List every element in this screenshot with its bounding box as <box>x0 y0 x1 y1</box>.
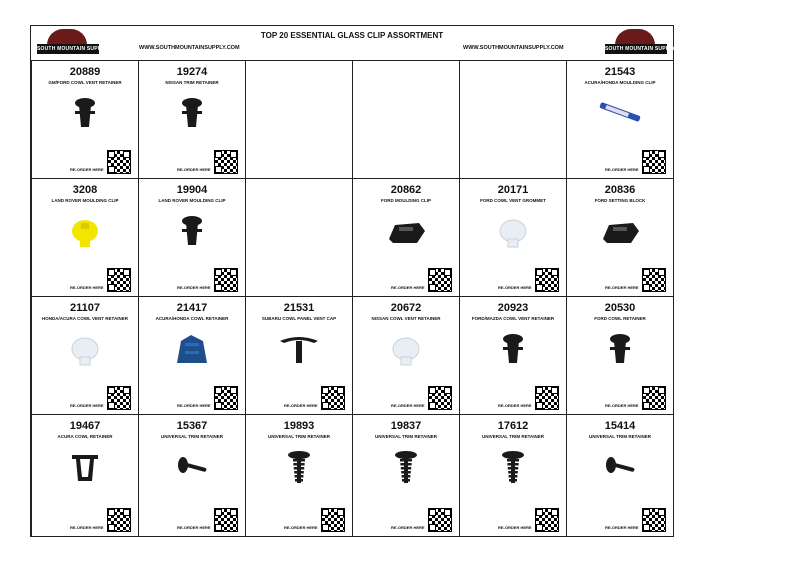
reorder-qr-code-icon[interactable] <box>428 508 452 532</box>
part-number: 21107 <box>70 302 100 314</box>
reorder-qr-code-icon[interactable] <box>642 268 666 292</box>
reorder-label: RE-ORDER HERE <box>70 403 104 408</box>
reorder-qr-code-icon[interactable] <box>642 386 666 410</box>
reorder-qr-code-icon[interactable] <box>214 386 238 410</box>
part-description: ACURA/HONDA COWL RETAINER <box>155 316 229 321</box>
reorder-qr-code-icon[interactable] <box>321 508 345 532</box>
reorder-label: RE-ORDER HERE <box>177 403 211 408</box>
clip-grid <box>31 60 673 536</box>
reorder-label: RE-ORDER HERE <box>498 285 532 290</box>
reorder-label: RE-ORDER HERE <box>391 285 425 290</box>
black-setting-block-icon <box>595 209 645 253</box>
part-description: GM/FORD COWL VENT RETAINER <box>48 80 122 85</box>
part-description: LAND ROVER MOULDING CLIP <box>51 198 119 203</box>
product-cell <box>138 296 246 415</box>
product-cell <box>245 414 353 537</box>
assortment-sheet <box>30 25 674 537</box>
reorder-qr-code-icon[interactable] <box>107 268 131 292</box>
black-moulding-clip-icon <box>381 209 431 253</box>
reorder-qr-code-icon[interactable] <box>214 508 238 532</box>
part-number: 20171 <box>497 184 529 196</box>
product-cell <box>138 414 246 537</box>
part-description: FORD SETTING BLOCK <box>594 198 646 203</box>
part-number: 3208 <box>72 184 98 196</box>
part-description: UNIVERSAL TRIM RETAINER <box>481 434 545 439</box>
reorder-label: RE-ORDER HERE <box>70 525 104 530</box>
part-number: 21417 <box>176 302 208 314</box>
reorder-label: RE-ORDER HERE <box>605 285 639 290</box>
part-number: 21543 <box>604 66 636 78</box>
reorder-label: RE-ORDER HERE <box>284 403 318 408</box>
reorder-label: RE-ORDER HERE <box>177 525 211 530</box>
part-number: 19274 <box>176 66 208 78</box>
product-cell <box>459 414 567 537</box>
brand-logo-right <box>605 28 676 58</box>
product-cell <box>138 178 246 297</box>
reorder-label: RE-ORDER HERE <box>177 285 211 290</box>
reorder-label: RE-ORDER HERE <box>177 167 211 172</box>
reorder-qr-code-icon[interactable] <box>107 386 131 410</box>
black-tree-retainer-icon <box>167 91 217 135</box>
part-number: 15367 <box>176 420 208 432</box>
white-vent-retainer-icon <box>60 327 110 371</box>
reorder-label: RE-ORDER HERE <box>605 525 639 530</box>
reorder-qr-code-icon[interactable] <box>107 150 131 174</box>
reorder-label: RE-ORDER HERE <box>70 285 104 290</box>
part-number: 20889 <box>69 66 101 78</box>
empty-cell <box>352 60 460 179</box>
part-number: 20836 <box>604 184 636 196</box>
part-number: 19893 <box>283 420 315 432</box>
part-number: 17612 <box>497 420 529 432</box>
product-cell <box>459 178 567 297</box>
part-description: NISSAN COWL VENT RETAINER <box>371 316 441 321</box>
website-url-right[interactable]: WWW.SOUTHMOUNTAINSUPPLY.COM <box>463 45 564 51</box>
part-number: 15414 <box>604 420 636 432</box>
reorder-qr-code-icon[interactable] <box>535 268 559 292</box>
logo-wordmark: SOUTH MOUNTAIN SUPPLY <box>605 46 676 52</box>
product-cell <box>352 296 460 415</box>
reorder-qr-code-icon[interactable] <box>107 508 131 532</box>
black-push-retainer-icon <box>60 91 110 135</box>
part-number: 19904 <box>176 184 208 196</box>
product-cell <box>566 178 674 297</box>
reorder-qr-code-icon[interactable] <box>428 386 452 410</box>
sheet-title: TOP 20 ESSENTIAL GLASS CLIP ASSORTMENT <box>260 31 444 40</box>
empty-cell <box>459 60 567 179</box>
reorder-label: RE-ORDER HERE <box>605 167 639 172</box>
website-url-left[interactable]: WWW.SOUTHMOUNTAINSUPPLY.COM <box>139 45 240 51</box>
part-description: FORD/MAZDA COWL VENT RETAINER <box>471 316 555 321</box>
product-cell <box>566 414 674 537</box>
blue-cowl-retainer-icon <box>167 327 217 371</box>
reorder-label: RE-ORDER HERE <box>70 167 104 172</box>
black-trim-retainer-icon <box>167 445 217 489</box>
part-number: 19467 <box>69 420 101 432</box>
reorder-qr-code-icon[interactable] <box>214 268 238 292</box>
blue-moulding-tape-icon <box>595 91 645 135</box>
empty-cell <box>245 178 353 297</box>
black-small-retainer-icon <box>488 327 538 371</box>
part-description: ACURA/HONDA MOULDING CLIP <box>584 80 656 85</box>
part-description: UNIVERSAL TRIM RETAINER <box>267 434 331 439</box>
part-description: UNIVERSAL TRIM RETAINER <box>374 434 438 439</box>
part-description: FORD COWL RETAINER <box>594 316 646 321</box>
white-round-retainer-icon <box>381 327 431 371</box>
part-number: 20923 <box>497 302 529 314</box>
reorder-label: RE-ORDER HERE <box>498 403 532 408</box>
black-screw-retainer-icon <box>488 445 538 489</box>
product-cell <box>566 296 674 415</box>
product-cell <box>31 178 139 297</box>
black-cowl-retainer-icon <box>595 327 645 371</box>
part-description: HONDA/ACURA COWL VENT RETAINER <box>42 316 128 321</box>
black-trim-retainer-icon <box>595 445 645 489</box>
product-cell <box>352 414 460 537</box>
product-cell <box>31 414 139 537</box>
reorder-qr-code-icon[interactable] <box>214 150 238 174</box>
part-description: FORD COWL VENT GROMMET <box>480 198 546 203</box>
product-cell <box>31 296 139 415</box>
product-cell <box>566 60 674 179</box>
part-description: ACURA COWL RETAINER <box>57 434 113 439</box>
reorder-qr-code-icon[interactable] <box>428 268 452 292</box>
part-number: 20530 <box>604 302 636 314</box>
part-description: UNIVERSAL TRIM RETAINER <box>588 434 652 439</box>
part-number: 19837 <box>390 420 422 432</box>
black-push-clip-icon <box>167 209 217 253</box>
reorder-label: RE-ORDER HERE <box>391 403 425 408</box>
part-number: 21531 <box>283 302 315 314</box>
product-cell <box>352 178 460 297</box>
product-cell <box>138 60 246 179</box>
reorder-qr-code-icon[interactable] <box>642 508 666 532</box>
product-cell <box>459 296 567 415</box>
part-number: 20862 <box>390 184 422 196</box>
part-number: 20672 <box>390 302 422 314</box>
product-cell <box>245 296 353 415</box>
reorder-label: RE-ORDER HERE <box>498 525 532 530</box>
reorder-qr-code-icon[interactable] <box>642 150 666 174</box>
part-description: NISSAN TRIM RETAINER <box>165 80 219 85</box>
part-description: FORD MOULDING CLIP <box>381 198 431 203</box>
black-screw-retainer-icon <box>274 445 324 489</box>
reorder-label: RE-ORDER HERE <box>284 525 318 530</box>
product-cell <box>31 60 139 179</box>
sheet-header <box>31 26 676 60</box>
part-description: LAND ROVER MOULDING CLIP <box>158 198 226 203</box>
black-vent-cap-icon <box>274 327 324 371</box>
part-description: SUBARU COWL PANEL VENT CAP <box>261 316 337 321</box>
empty-cell <box>245 60 353 179</box>
reorder-qr-code-icon[interactable] <box>535 386 559 410</box>
reorder-qr-code-icon[interactable] <box>321 386 345 410</box>
yellow-moulding-clip-icon <box>60 209 110 253</box>
mountain-logo-icon <box>615 29 655 45</box>
black-u-retainer-icon <box>60 445 110 489</box>
reorder-label: RE-ORDER HERE <box>391 525 425 530</box>
logo-wordmark: SOUTH MOUNTAIN SUPPLY <box>37 46 108 52</box>
white-grommet-icon <box>488 209 538 253</box>
reorder-qr-code-icon[interactable] <box>535 508 559 532</box>
black-screw-retainer-icon <box>381 445 431 489</box>
part-description: UNIVERSAL TRIM RETAINER <box>160 434 224 439</box>
reorder-label: RE-ORDER HERE <box>605 403 639 408</box>
